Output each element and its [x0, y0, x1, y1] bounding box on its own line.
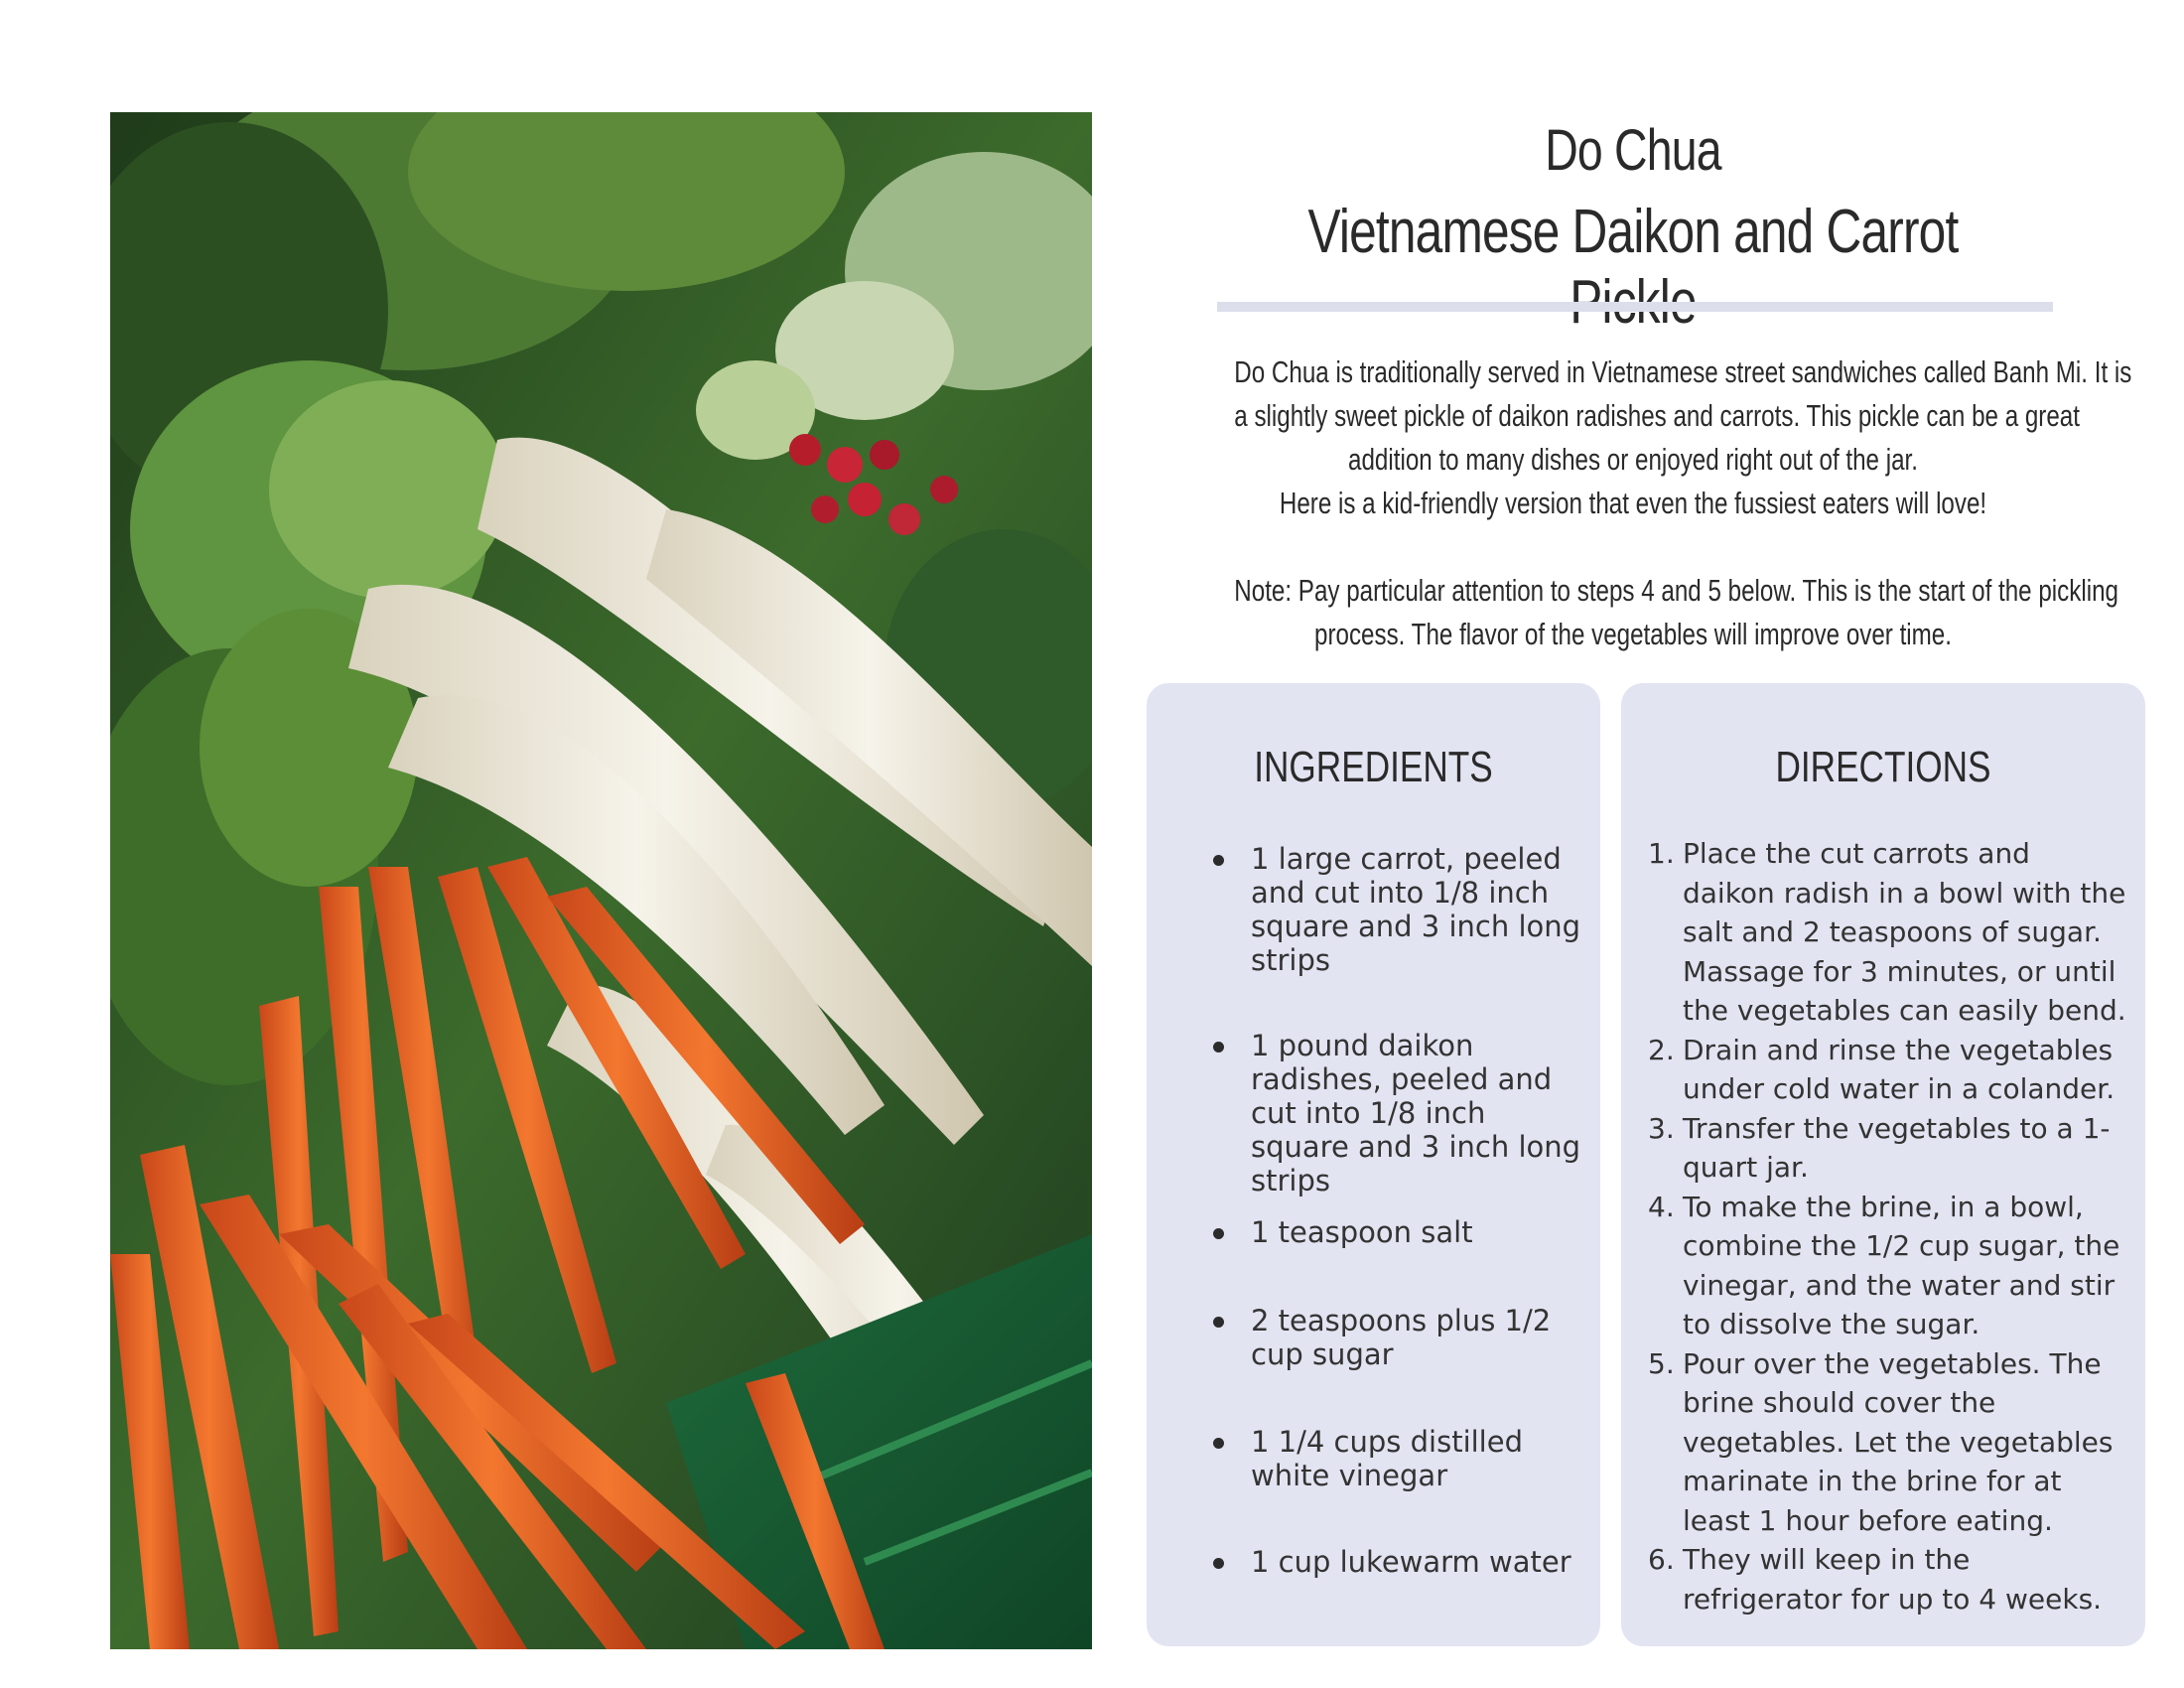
step-number: 4.: [1648, 1190, 1675, 1223]
bullet-icon: [1213, 855, 1224, 866]
vegetables-photo: [110, 112, 1092, 1649]
step-text: To make the brine, in a bowl, combine the 1/2 cup sugar, the vinegar, and the water and stir to dissolve the sugar.: [1683, 1190, 2120, 1340]
ingredient-item: [1251, 1215, 1588, 1249]
ingredient-item: [1251, 842, 1588, 977]
direction-step: [1621, 1031, 2145, 1109]
note-line: process. The flavor of the vegetables will improve over time.: [1314, 617, 1952, 651]
step-number: 2.: [1648, 1033, 1675, 1066]
bullet-icon: [1213, 1228, 1224, 1239]
intro-line: a slightly sweet pickle of daikon radishes and carrots. This pickle can be a great: [1234, 398, 2080, 433]
ingredient-item: [1251, 1304, 1588, 1371]
directions-card: [1621, 683, 2145, 1646]
note-line: Note: Pay particular attention to steps 4 and 5 below. This is the start of the pickling: [1234, 573, 2118, 608]
recipe-title: Do Chua: [1545, 118, 1721, 183]
step-text: Place the cut carrots and daikon radish in a bowl with the salt and 2 teaspoons of sugar. Massage for 3 minutes, or until the vegetables can easily bend.: [1683, 837, 2126, 1027]
step-text: They will keep in the refrigerator for up to 4 weeks.: [1683, 1543, 2103, 1616]
direction-step: [1621, 1109, 2145, 1188]
direction-step: [1621, 1188, 2145, 1344]
ingredient-item: [1251, 1425, 1588, 1492]
intro-line: addition to many dishes or enjoyed right out of the jar.: [1348, 442, 1918, 477]
bullet-icon: [1213, 1042, 1224, 1053]
direction-step: [1621, 1540, 2145, 1618]
ingredient-text: 1 pound daikon radishes, peeled and cut into 1/8 inch square and 3 inch long strips: [1251, 1029, 1581, 1197]
title-divider: [1217, 302, 2053, 312]
step-text: Pour over the vegetables. The brine should cover the vegetables. Let the vegetables marinate in the brine for at least 1 hour before eating.: [1683, 1346, 2114, 1537]
directions-list: [1621, 834, 2145, 1618]
step-text: Drain and rinse the vegetables under cold water in a colander.: [1683, 1033, 2116, 1105]
ingredient-text: 2 teaspoons plus 1/2 cup sugar: [1251, 1304, 1552, 1371]
bullet-icon: [1213, 1317, 1224, 1328]
ingredient-text: 1 cup lukewarm water: [1251, 1545, 1571, 1579]
bullet-icon: [1213, 1438, 1224, 1449]
ingredients-card: [1147, 683, 1600, 1646]
intro-line: Here is a kid-friendly version that even the fussiest eaters will love!: [1279, 486, 1987, 520]
step-number: 6.: [1648, 1543, 1675, 1576]
recipe-subtitle: Vietnamese Daikon and Carrot: [1307, 198, 1959, 266]
ingredients-heading: INGREDIENTS: [1254, 743, 1493, 791]
ingredient-text: 1 large carrot, peeled and cut into 1/8 inch square and 3 inch long strips: [1251, 842, 1581, 977]
step-number: 3.: [1648, 1111, 1675, 1145]
ingredient-text: 1 teaspoon salt: [1251, 1215, 1473, 1249]
step-text: Transfer the vegetables to a 1-quart jar.: [1683, 1111, 2111, 1184]
bullet-icon: [1213, 1558, 1224, 1569]
step-number: 1.: [1648, 837, 1675, 870]
ingredient-item: [1251, 1545, 1588, 1579]
ingredient-item: [1251, 1029, 1588, 1197]
intro-line: Do Chua is traditionally served in Vietnamese street sandwiches called Banh Mi. It is: [1234, 354, 2132, 389]
recipe-intro: [1122, 351, 2144, 656]
step-number: 5.: [1648, 1346, 1675, 1380]
ingredient-text: 1 1/4 cups distilled white vinegar: [1251, 1425, 1523, 1492]
direction-step: [1621, 834, 2145, 1031]
directions-heading: DIRECTIONS: [1775, 743, 1991, 791]
direction-step: [1621, 1344, 2145, 1541]
